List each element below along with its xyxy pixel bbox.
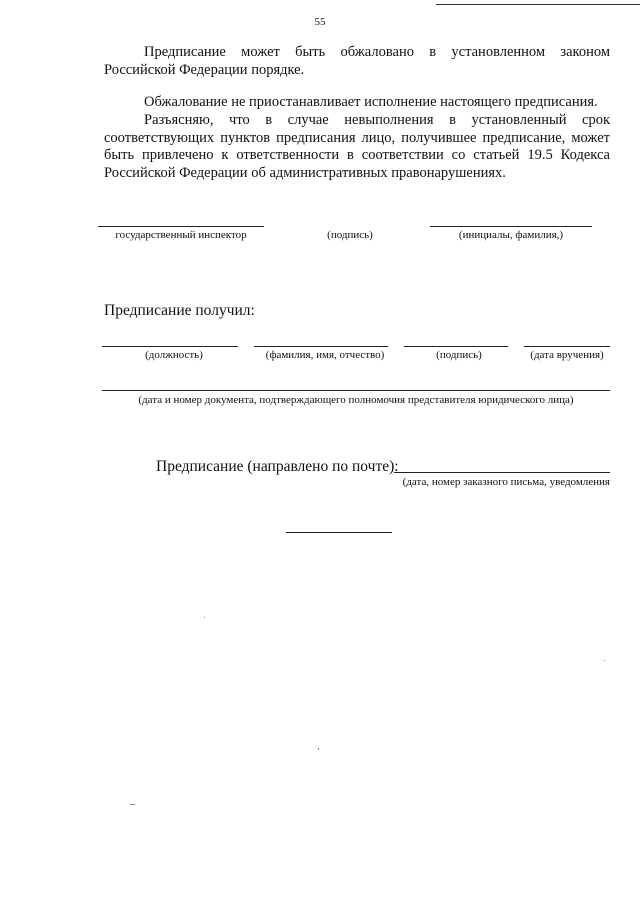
authority-document-line [102,390,610,391]
inspector-caption: государственный инспектор [115,229,247,241]
closing-rule [286,532,392,533]
recipient-signature-caption: (подпись) [436,349,482,361]
inspector-signature-caption: (подпись) [327,229,373,241]
full-name-line [254,346,388,347]
suspension-paragraph: Обжалование не приостанавливает исполнение настоящего предписания. [144,94,598,110]
scan-speck [204,617,205,618]
mail-caption: (дата, номер заказного письма, уведомления [402,476,610,488]
recipient-signature-line [404,346,508,347]
scan-speck [318,748,319,750]
full-name-caption: (фамилия, имя, отчество) [265,349,385,361]
inspector-name-caption: (инициалы, фамилия,) [458,229,564,241]
scan-speck [130,804,135,805]
appeal-paragraph: Предписание может быть обжаловано в установленном законом Российской Федерации порядке. [104,44,610,78]
position-caption: (должность) [145,349,203,361]
header-rule [436,4,640,5]
delivery-date-line [524,346,610,347]
delivery-date-caption: (дата вручения) [530,349,604,361]
mail-label: Предписание (направлено по почте): [156,458,399,475]
inspector-name-line [430,226,592,227]
scan-speck [604,660,605,661]
authority-document-caption: (дата и номер документа, подтверждающего полномочия представителя юридического лица) [138,394,574,406]
page-number: 55 [314,16,326,28]
inspector-line [98,226,264,227]
recipient-heading: Предписание получил: [104,302,255,319]
position-line [102,346,238,347]
mail-line [394,472,610,473]
liability-paragraph: Разъясняю, что в случае невыполнения в установленный срок соответствующих пунктов предписания лицо, получившее предписание, может быть привлечено к ответственности в соответствии со статьей 19.5 Кодекса Российской Федерации об административных правонарушениях. [104,112,610,181]
